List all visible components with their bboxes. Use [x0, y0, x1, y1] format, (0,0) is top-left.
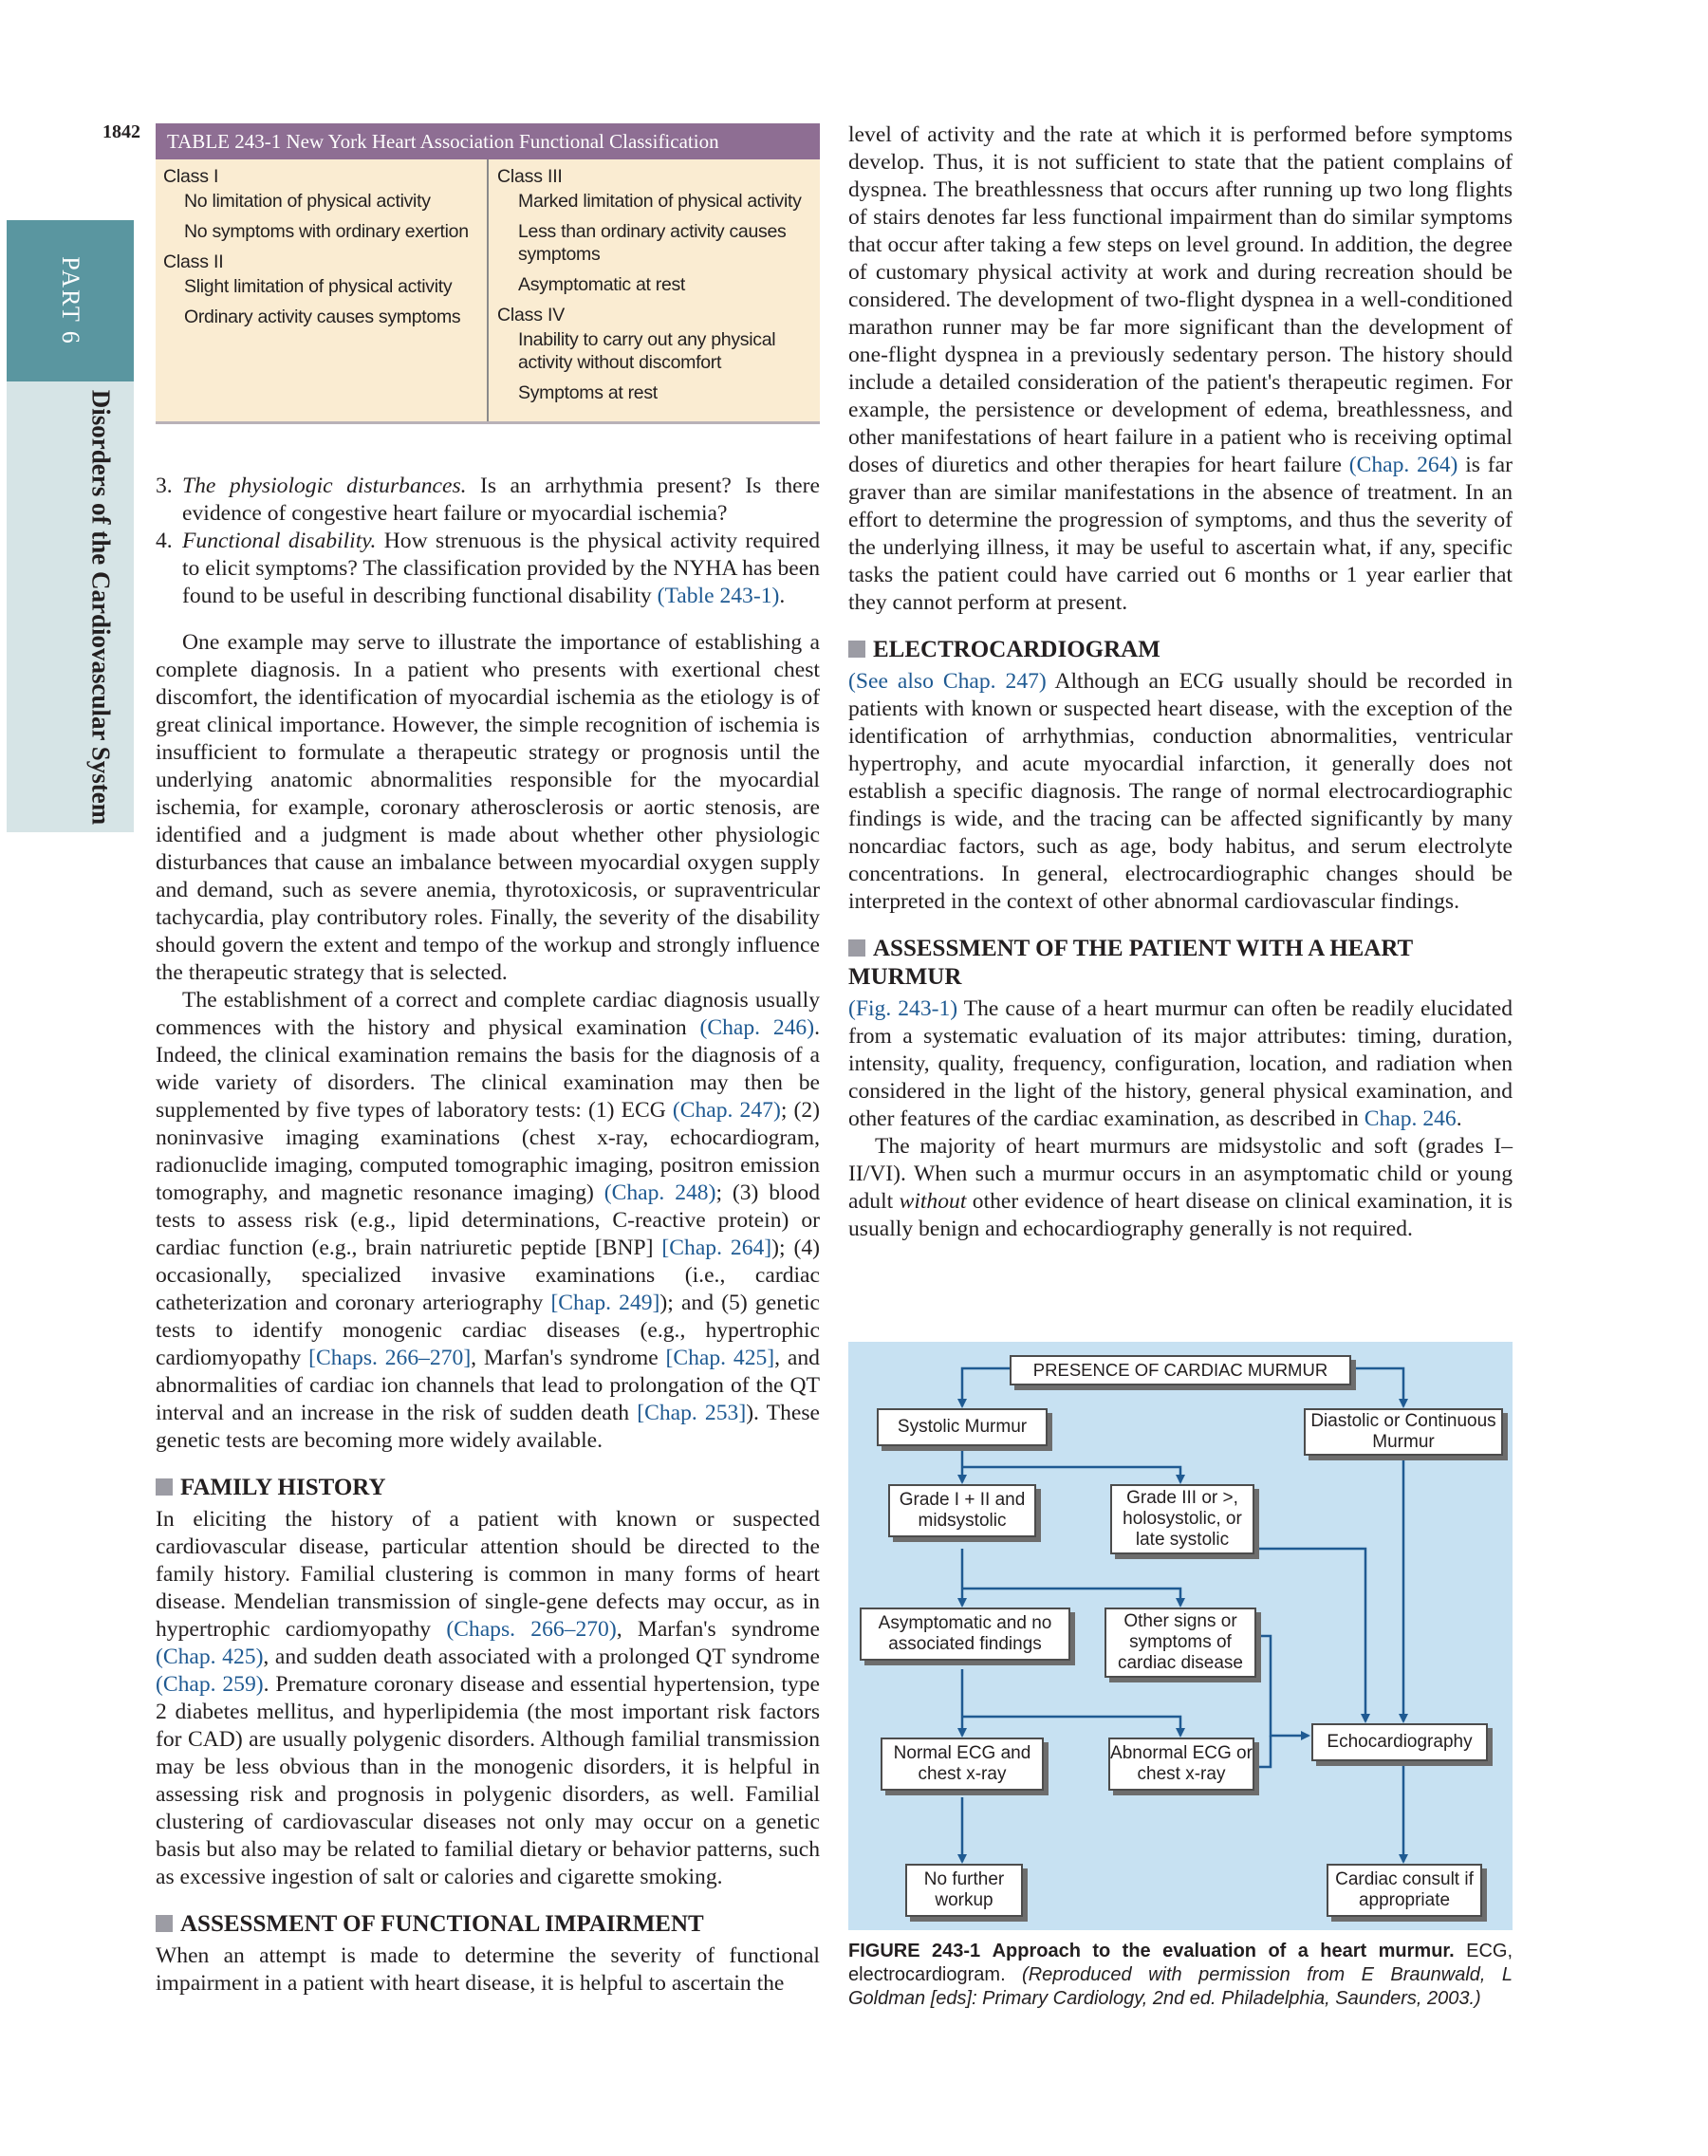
diastolic-box: Diastolic or Continuous Murmur [1304, 1408, 1503, 1456]
side-tab-part-label: PART 6 [57, 256, 84, 345]
paragraph: The establishment of a correct and complete cardiac diagnosis usually commences with the history and physical examination (Chap. 246). Indeed, the clinical examination remains the basis for the diagnosis of a wide variety of disorders. The clinical examination may then be supplemented by five types of laboratory tests: (1) ECG (Chap. 247); (2) noninvasive imaging examinations (chest x-ray, echocardiogram, radionuclide imaging, computed tomographic imaging, positron emission tomography, and magnetic resonance imaging) (Chap. 248); (3) blood tests to assess risk (e.g., lipid determinations, C-reactive protein) or cardiac function (e.g., brain natriuretic peptide [BNP] [Chap. 264]); (4) occasionally, specialized invasive examinations (i.e., cardiac catheterization and coronary arteriography [Chap. 249]); and (5) genetic tests to identify monogenic cardiac diseases (e.g., hypertrophic cardiomyopathy [Chaps. 266–270], Marfan's syndrome [Chap. 425], and abnormalities of cardiac ion channels that lead to prolongation of the QT interval and an increase in the risk of sudden death [Chap. 253]). These genetic tests are becoming more widely available. [156, 988, 820, 1453]
section-heading: ELECTROCARDIOGRAM [848, 636, 1513, 664]
class-item: Inability to carry out any physical activity without discomfort [518, 329, 776, 373]
table-title: TABLE 243-1 New York Heart Association Functional Classification [156, 123, 820, 159]
no-workup-box: No further workup [905, 1864, 1023, 1917]
page-number: 1842 [102, 121, 140, 142]
chapter-link[interactable]: (Chaps. 266–270) [446, 1617, 617, 1642]
chapter-link[interactable]: (Chap. 259) [156, 1672, 264, 1697]
chapter-link[interactable]: [Chaps. 266–270] [308, 1346, 472, 1370]
chapter-link[interactable]: Chap. 246 [1364, 1106, 1457, 1131]
chapter-link[interactable]: (Chap. 246) [699, 1015, 815, 1040]
list-item-4: 4. Functional disability. How strenuous is the physical activity required to elicit symptoms? The classification provided by the NYHA has been found to be useful in describing functional disability (Table 243-1). [156, 529, 820, 608]
heading-square-icon [156, 1915, 173, 1932]
chapter-link[interactable]: (Chap. 248) [603, 1180, 716, 1205]
abnormal-ecg-box: Abnormal ECG or chest x-ray [1108, 1738, 1254, 1791]
murmur-flowchart [848, 1342, 1513, 1930]
paragraph: The majority of heart murmurs are midsystolic and soft (grades I–II/VI). When such a murmur occurs in an asymptomatic child or young adult without other evidence of heart disease on clinical examination, it is usually benign and echocardiography generally is not required. [848, 1134, 1513, 1241]
grade12-box: Grade I + II and midsystolic [888, 1484, 1036, 1537]
figure-link[interactable]: (Fig. 243-1) [848, 996, 958, 1021]
class-label: Class IV [497, 305, 566, 325]
class-item: No symptoms with ordinary exertion [184, 221, 469, 242]
figure-caption: FIGURE 243-1 Approach to the evaluation of a heart murmur. ECG, electrocardiogram. (Reproduced with permission from E Braunwald, L Goldman [eds]: Primary Cardiology, 2nd ed. Philadelphia, Saunders, 2003.) [848, 1941, 1513, 2009]
class-item: Marked limitation of physical activity [518, 191, 802, 212]
section-heading: ASSESSMENT OF THE PATIENT WITH A HEART MURMUR [848, 936, 1413, 990]
class-label: Class II [163, 251, 224, 272]
paragraph: (See also Chap. 247) Although an ECG usually should be recorded in patients with known or suspected heart disease, with the exception of the identification of arrhythmias, conduction abnormalities, ventricular hypertrophy, and acute myocardial infarction, it generally does not establish a specific diagnosis. The range of normal electrocardiographic findings is wide, and the tracing can be affected significantly by many noncardiac factors, such as age, body habitus, and serum electrolyte concentrations. In general, electrocardiographic changes should be interpreted in the context of other abnormal cardiovascular findings. [848, 669, 1513, 914]
presence-box: PRESENCE OF CARDIAC MURMUR [1010, 1355, 1351, 1385]
chapter-link[interactable]: (See also Chap. 247) [848, 669, 1047, 694]
paragraph: (Fig. 243-1) The cause of a heart murmur can often be readily elucidated from a systematic evaluation of its major attributes: timing, duration, intensity, quality, frequency, configuration, location, and radiation when considered in the light of the history, general physical examination, and other features of the cardiac examination, as described in Chap. 246. [848, 996, 1513, 1131]
list-item-3: 3. The physiologic disturbances. Is an arrhythmia present? Is there evidence of congestive heart failure or myocardial ischemia? [156, 474, 820, 526]
paragraph: level of activity and the rate at which it is performed before symptoms develop. Thus, it is not sufficient to state that the patient complains of dyspnea. The breathlessness that occurs after running up two long flights of stairs denotes far less functional impairment than do similar symptoms that occur after taking a few steps on level ground. In addition, the degree of customary physical activity at work and during recreation should be considered. The development of two-flight dyspnea in a well-conditioned marathon runner may be far more significant than the development of one-flight dyspnea in a previously sedentary person. The history should include a detailed consideration of the patient's therapeutic regimen. For example, the persistence or development of edema, breathlessness, and other manifestations of heart failure in a patient who is receiving optimal doses of diuretics and other therapies for heart failure (Chap. 264) is far graver than are similar manifestations in the absence of treatment. In an effort to determine the progression of symptoms, and thus the severity of the underlying illness, it may be useful to ascertain what, if any, specific tasks the patient could have carried out 6 months or 1 year earlier that they cannot perform at present. [848, 122, 1513, 615]
echocardiography-box: Echocardiography [1311, 1723, 1488, 1761]
cardiac-consult-box: Cardiac consult if appropriate [1327, 1864, 1482, 1917]
grade3-box: Grade III or >, holosystolic, or late systolic [1110, 1484, 1254, 1554]
class-item: Slight limitation of physical activity [184, 276, 453, 297]
side-tab-title: Disorders of the Cardiovascular System [86, 389, 116, 826]
chapter-link[interactable]: [Chap. 249] [550, 1291, 660, 1315]
left-column [156, 473, 820, 1998]
class-item: No limitation of physical activity [184, 191, 431, 212]
chapter-link[interactable]: [Chap. 425] [665, 1346, 775, 1370]
heading-square-icon [848, 641, 865, 658]
section-heading: FAMILY HISTORY [156, 1474, 820, 1502]
table-link[interactable]: (Table 243-1) [657, 584, 780, 608]
class-item: Less than ordinary activity causes symptoms [518, 221, 787, 265]
section-heading: ASSESSMENT OF FUNCTIONAL IMPAIRMENT [156, 1910, 820, 1939]
systolic-box: Systolic Murmur [877, 1408, 1048, 1446]
heading-square-icon [156, 1478, 173, 1496]
chapter-link[interactable]: [Chap. 253] [637, 1401, 747, 1425]
table-divider [487, 159, 489, 421]
paragraph: In eliciting the history of a patient with known or suspected cardiovascular disease, particular attention should be directed to the family history. Familial clustering is common in many forms of heart disease. Mendelian transmission of single-gene defects may occur, as in hypertrophic cardiomyopathy (Chaps. 266–270), Marfan's syndrome (Chap. 425), and sudden death associated with a prolonged QT syndrome (Chap. 259). Premature coronary disease and essential hypertension, type 2 diabetes mellitus, and hyperlipidemia (the most important risk factors for CAD) are usually polygenic disorders. Although familial transmission may be less obvious than in the monogenic disorders, it is helpful in assessing risk and prognosis in polygenic disorders, as well. Familial clustering of cardiovascular diseases not only may occur on a genetic basis but also may be related to familial dietary or behavior patterns, such as excessive ingestion of salt or calories and cigarette smoking. [156, 1507, 820, 1889]
chapter-link[interactable]: (Chap. 264) [1348, 453, 1458, 477]
class-item: Ordinary activity causes symptoms [184, 307, 461, 327]
table-column-left [156, 163, 483, 336]
asymptomatic-box: Asymptomatic and no associated findings [860, 1608, 1070, 1661]
class-label: Class III [497, 166, 563, 187]
heading-square-icon [848, 939, 865, 957]
class-item: Symptoms at rest [518, 382, 658, 403]
chapter-link[interactable]: (Chap. 425) [156, 1645, 264, 1669]
table-column-right [490, 163, 817, 412]
paragraph: One example may serve to illustrate the importance of establishing a complete diagnosis. In a patient who presents with exertional chest discomfort, the identification of myocardial ischemia as the etiology is of great clinical importance. However, the simple recognition of ischemia is insufficient to formulate a therapeutic strategy or prognosis until the underlying anatomic abnormalities responsible for the myocardial ischemia, for example, coronary atherosclerosis or aortic stenosis, are identified and a judgment is made about whether other physiologic disturbances that cause an imbalance between myocardial oxygen supply and demand, such as severe anemia, thyrotoxicosis, or supraventricular tachycardia, play contributory roles. Finally, the severity of the disability should govern the extent and tempo of the workup and strongly influence the therapeutic strategy that is selected. [156, 630, 820, 985]
right-column [848, 121, 1513, 1243]
chapter-link[interactable]: [Chap. 264] [661, 1236, 772, 1260]
chapter-link[interactable]: (Chap. 247) [672, 1098, 781, 1123]
nyha-table [156, 123, 820, 424]
class-label: Class I [163, 166, 219, 187]
paragraph: When an attempt is made to determine the severity of functional impairment in a patient with heart disease, it is helpful to ascertain the [156, 1943, 820, 1996]
other-signs-box: Other signs or symptoms of cardiac disease [1105, 1608, 1256, 1678]
class-item: Asymptomatic at rest [518, 274, 686, 295]
normal-ecg-box: Normal ECG and chest x-ray [881, 1738, 1044, 1791]
